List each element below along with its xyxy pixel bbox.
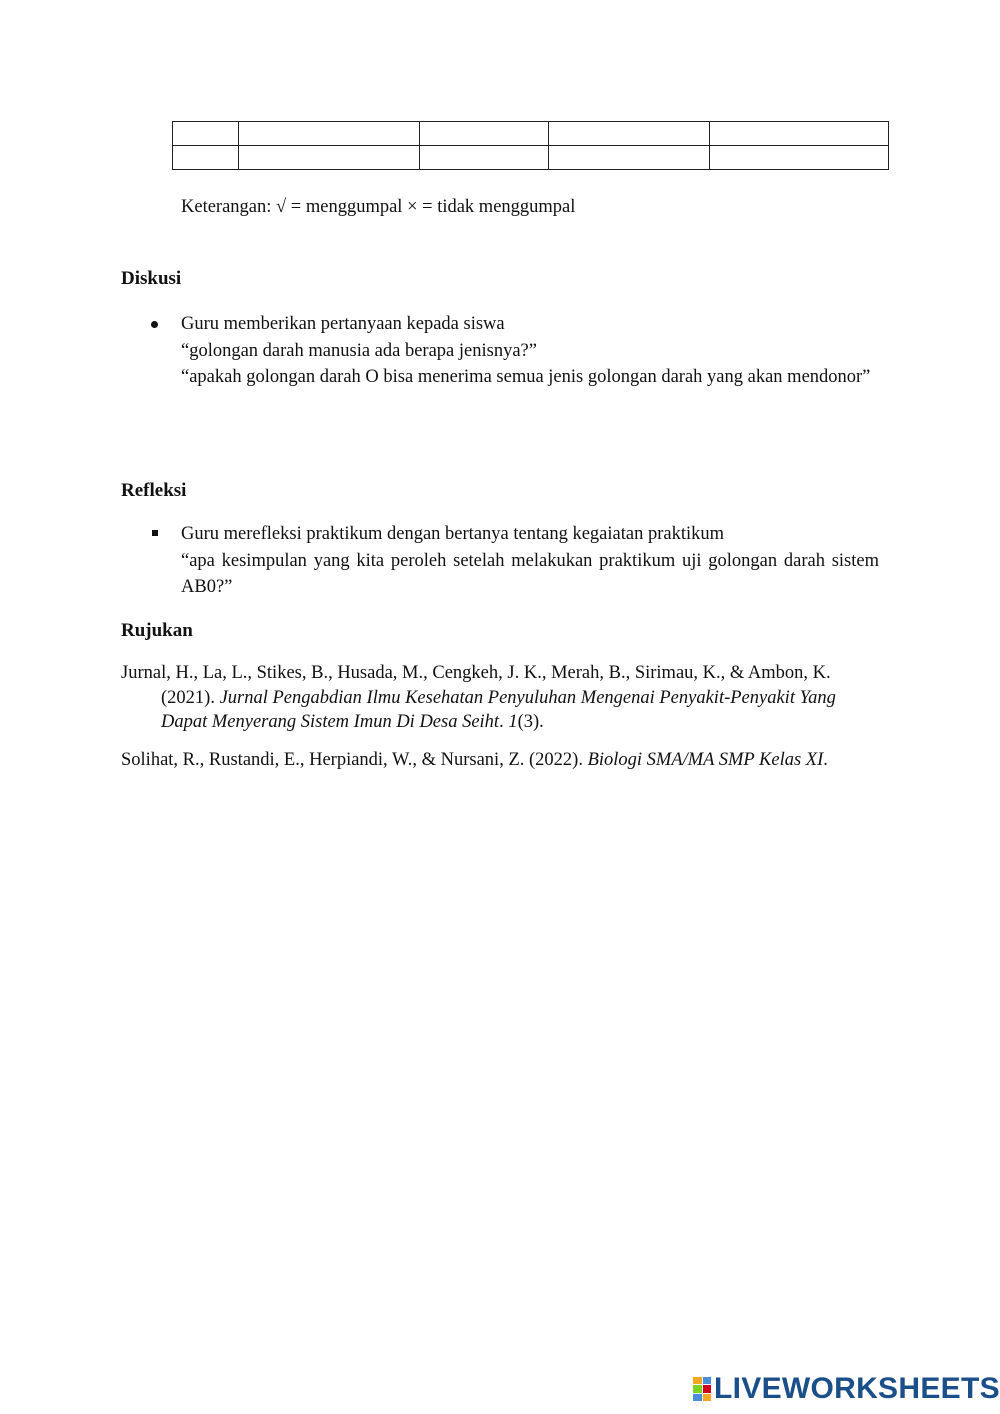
results-table xyxy=(172,121,889,170)
diskusi-line: Guru memberikan pertanyaan kepada siswa xyxy=(181,314,505,334)
reference-entry xyxy=(121,748,881,773)
table-row xyxy=(173,146,889,170)
table-legend: Keterangan: √ = menggumpal × = tidak menggumpal xyxy=(181,197,576,217)
table-cell xyxy=(710,122,889,146)
table-cell xyxy=(710,146,889,170)
refleksi-item xyxy=(181,521,879,601)
reference-volume: 1 xyxy=(508,712,518,732)
reference-separator: . xyxy=(499,712,509,732)
bullet-square-icon xyxy=(152,530,158,536)
reference-title: Biologi SMA/MA SMP Kelas XI xyxy=(587,750,824,770)
diskusi-heading: Diskusi xyxy=(121,268,182,289)
reference-title: Jurnal Pengabdian Ilmu Kesehatan Penyuluhan Mengenai Penyakit-Penyakit Yang Dapat Menyerang Sistem Imun Di Desa Seiht xyxy=(161,687,836,732)
reference-issue: (3). xyxy=(517,712,544,732)
logo-text: LIVEWORKSHEETS xyxy=(714,1372,1000,1405)
diskusi-question: “golongan darah manusia ada berapa jenisnya?” xyxy=(181,340,537,361)
mark-block xyxy=(703,1394,712,1401)
table-cell xyxy=(239,122,420,146)
rujukan-heading: Rujukan xyxy=(121,620,193,641)
reference-authors: Solihat, R., Rustandi, E., Herpiandi, W., & Nursani, Z. (2022). xyxy=(121,750,588,770)
table-row xyxy=(173,122,889,146)
table-cell xyxy=(239,146,420,170)
table-cell xyxy=(549,122,710,146)
table-cell xyxy=(173,122,239,146)
liveworksheets-mark-icon xyxy=(693,1377,711,1401)
mark-block xyxy=(693,1377,702,1384)
mark-block xyxy=(693,1394,702,1401)
table-cell xyxy=(173,146,239,170)
refleksi-heading: Refleksi xyxy=(121,480,187,501)
reference-entry xyxy=(121,661,881,735)
refleksi-question: “apa kesimpulan yang kita peroleh setelah melakukan praktikum uji golongan darah sistem AB0?” xyxy=(181,550,879,597)
table-cell xyxy=(420,122,549,146)
liveworksheets-logo xyxy=(693,1374,1000,1404)
mark-block xyxy=(703,1385,712,1392)
diskusi-item xyxy=(181,311,879,391)
diskusi-question: “apakah golongan darah O bisa menerima semua jenis golongan darah yang akan mendonor” xyxy=(181,367,871,387)
reference-authors: Jurnal, H., La, L., Stikes, B., Husada, M., Cengkeh, J. K., Merah, B., Sirimau, K., & Ambon, K. (2021). xyxy=(121,663,831,708)
mark-block xyxy=(703,1377,712,1384)
bullet-dot-icon xyxy=(151,321,158,328)
table-cell xyxy=(549,146,710,170)
reference-end: . xyxy=(823,750,828,770)
mark-block xyxy=(693,1385,702,1392)
refleksi-line: Guru merefleksi praktikum dengan bertanya tentang kegaiatan praktikum xyxy=(181,524,724,544)
table-cell xyxy=(420,146,549,170)
